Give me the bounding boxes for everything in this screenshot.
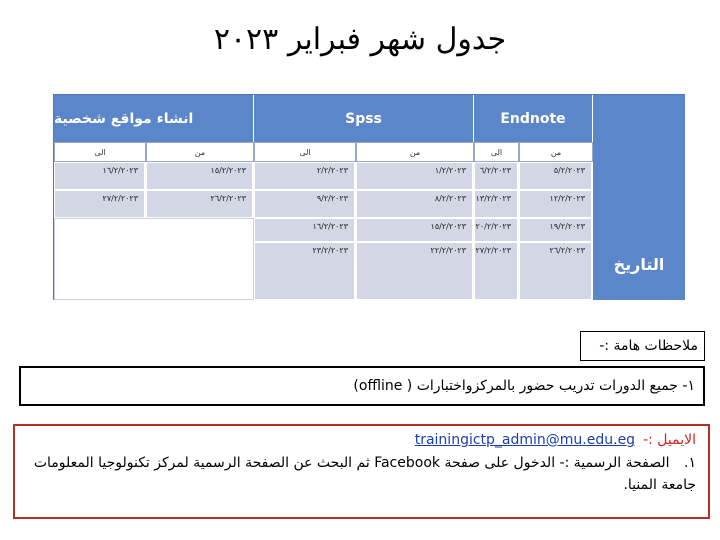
date-cell: ١٦/٢/٢٠٢٣ bbox=[254, 218, 356, 242]
facebook-instruction-text: الصفحة الرسمية :- الدخول على صفحة Facebook ثم البحث عن الصفحة الرسمية لمركز تكنولوجيا المعلومات جامعة المنيا. bbox=[33, 455, 696, 493]
date-cell: ٩/٢/٢٠٢٣ bbox=[254, 190, 356, 218]
date-cell: ٨/٢/٢٠٢٣ bbox=[356, 190, 474, 218]
date-cell: ١٦/٢/٢٠٢٣ bbox=[54, 162, 146, 190]
empty-cell bbox=[54, 218, 254, 300]
course-header-endnote: Endnote bbox=[474, 95, 593, 142]
note-item-1: ١- جميع الدورات تدريب حضور بالمركزواختبارات ( offline) bbox=[19, 366, 705, 406]
info-box bbox=[13, 424, 710, 519]
email-link[interactable]: trainingictp_admin@mu.edu.eg bbox=[414, 432, 636, 448]
date-cell: ١٩/٢/٢٠٢٣ bbox=[519, 218, 593, 242]
date-cell: ١٥/٢/٢٠٢٣ bbox=[356, 218, 474, 242]
date-cell: ٢٧/٢/٢٠٢٣ bbox=[54, 190, 146, 218]
date-cell: ١/٢/٢٠٢٣ bbox=[356, 162, 474, 190]
date-cell: ٢٢/٢/٢٠٢٣ bbox=[356, 242, 474, 300]
date-cell: ١٣/٢/٢٠٢٣ bbox=[474, 190, 519, 218]
date-cell: ٢/٢/٢٠٢٣ bbox=[254, 162, 356, 190]
date-cell: ١٥/٢/٢٠٢٣ bbox=[146, 162, 254, 190]
date-cell: ٢٣/٢/٢٠٢٣ bbox=[254, 242, 356, 300]
sub-header-from: من bbox=[356, 142, 474, 162]
facebook-instruction bbox=[25, 452, 696, 496]
date-cell: ٢٠/٢/٢٠٢٣ bbox=[474, 218, 519, 242]
course-header-websites: انشاء مواقع شخصية bbox=[54, 95, 254, 142]
list-number: ١. bbox=[684, 455, 696, 471]
date-side-label: التاريخ bbox=[593, 95, 685, 300]
date-cell: ٢٦/٢/٢٠٢٣ bbox=[146, 190, 254, 218]
sub-header-to: الى bbox=[474, 142, 519, 162]
date-cell: ٥/٢/٢٠٢٣ bbox=[519, 162, 593, 190]
date-cell: ٢٧/٢/٢٠٢٣ bbox=[474, 242, 519, 300]
sub-header-to: الى bbox=[254, 142, 356, 162]
date-cell: ١٢/٢/٢٠٢٣ bbox=[519, 190, 593, 218]
course-header-spss: Spss bbox=[254, 95, 474, 142]
sub-header-from: من bbox=[146, 142, 254, 162]
sub-header-from: من bbox=[519, 142, 593, 162]
email-label: الايميل :- bbox=[643, 432, 696, 448]
sub-header-to: الى bbox=[54, 142, 146, 162]
page-title: جدول شهر فبراير ٢٠٢٣ bbox=[213, 22, 507, 57]
schedule-table bbox=[53, 94, 685, 300]
notes-label: ملاحظات هامة :- bbox=[580, 331, 705, 361]
date-cell: ٢٦/٢/٢٠٢٣ bbox=[519, 242, 593, 300]
date-cell: ٦/٢/٢٠٢٣ bbox=[474, 162, 519, 190]
email-line bbox=[25, 432, 696, 448]
